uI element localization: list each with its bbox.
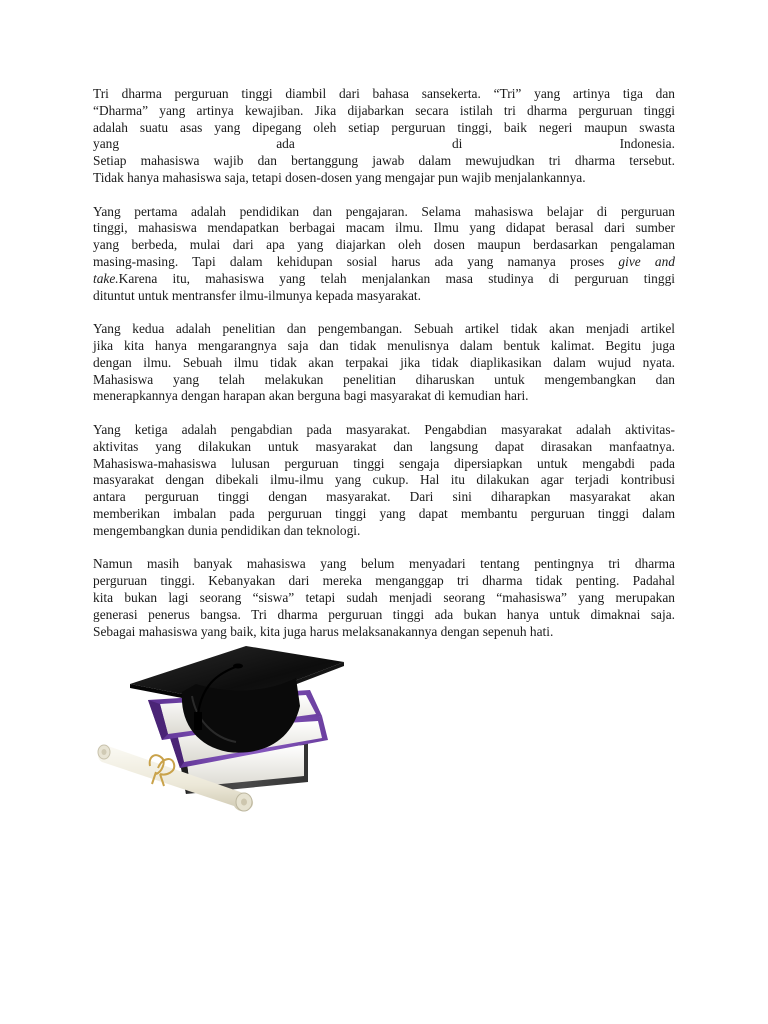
text-line: aktivitas yang dilakukan untuk masyarakat dan langsung dapat dirasakan manfaatnya.: [93, 438, 675, 454]
spread-line: [93, 136, 675, 153]
italic-phrase: take.: [93, 270, 119, 286]
text-line: Yang ketiga adalah pengabdian pada masyarakat. Pengabdian masyarakat adalah aktivitas-: [93, 421, 675, 437]
text-line: dengan ilmu. Sebuah ilmu tidak akan terpakai jika tidak diaplikasikan dalam wujud nyata.: [93, 354, 675, 370]
paragraph-pengabdian: [93, 422, 675, 540]
paragraph-penutup: [93, 556, 675, 640]
text-line: Mahasiswa yang telah melakukan penelitian diharuskan untuk mengembangkan dan: [93, 371, 675, 387]
paragraph-penelitian: [93, 321, 675, 405]
text-line: Tri dharma perguruan tinggi diambil dari bahasa sansekerta. “Tri” yang artinya tiga dan: [93, 86, 675, 101]
italic-phrase: give and: [618, 253, 675, 269]
text-line: Namun masih banyak mahasiswa yang belum menyadari tentang pentingnya tri dharma: [93, 556, 675, 572]
text-line: masyarakat dengan dibekali ilmu-ilmu yang cukup. Hal itu dilakukan agar terjadi kontribusi: [93, 472, 675, 488]
document-body: [93, 86, 675, 657]
text-line: [93, 254, 675, 271]
text-run: masing-masing. Tapi dalam kehidupan sosial harus ada yang namanya proses: [93, 253, 619, 269]
text-line: Sebagai mahasiswa yang baik, kita juga harus melaksanakannya dengan sepenuh hati.: [93, 623, 554, 639]
graduation-cap-books-diploma-icon: [96, 644, 348, 822]
text-line: jika kita hanya mengarangnya saja dan tidak menulisnya dalam bentuk kalimat. Begitu juga: [93, 337, 675, 353]
text-line: Mahasiswa-mahasiswa lulusan perguruan tinggi sengaja dipersiapkan untuk mengabdi pada: [93, 455, 675, 471]
text-line: tinggi, mahasiswa mendapatkan berbagai macam ilmu. Ilmu yang didapat berasal dari sumber: [93, 220, 675, 236]
text-line: yang berbeda, mulai dari apa yang diajarkan oleh dosen maupun berdasarkan pengalaman: [93, 237, 675, 253]
text-line: “Dharma” yang artinya kewajiban. Jika dijabarkan secara istilah tri dharma perguruan tinggi: [93, 102, 675, 118]
text-line: Yang pertama adalah pendidikan dan pengajaran. Selama mahasiswa belajar di perguruan: [93, 203, 675, 219]
spread-word: Indonesia.: [619, 136, 675, 152]
paragraph-intro: [93, 86, 675, 187]
text-line: Tidak hanya mahasiswa saja, tetapi dosen-dosen yang mengajar pun wajib menjalankannya.: [93, 169, 586, 185]
text-line: Setiap mahasiswa wajib dan bertanggung jawab dalam mewujudkan tri dharma tersebut.: [93, 153, 675, 169]
text-line: perguruan tinggi. Kebanyakan dari mereka menganggap tri dharma tidak penting. Padahal: [93, 573, 675, 589]
text-line: adalah suatu asas yang dipegang oleh setiap perguruan tinggi, baik negeri maupun swasta: [93, 119, 675, 135]
spread-word: ada: [276, 136, 295, 152]
text-line: memberikan imbalan pada perguruan tinggi yang dapat membantu perguruan tinggi dalam: [93, 505, 675, 521]
text-line: menerapkannya dengan harapan akan berguna bagi masyarakat di kemudian hari.: [93, 388, 529, 404]
text-run: Karena itu, mahasiswa yang telah menjalankan masa studinya di perguruan tinggi: [118, 270, 675, 286]
text-line: kita bukan lagi seorang “siswa” tetapi sudah menjadi seorang “mahasiswa” yang merupakan: [93, 589, 675, 605]
text-line: antara perguruan tinggi dengan masyarakat. Dari sini diharapkan masyarakat akan: [93, 489, 675, 505]
text-line: Yang kedua adalah penelitian dan pengembangan. Sebuah artikel tidak akan menjadi artikel: [93, 321, 675, 337]
text-line: generasi penerus bangsa. Tri dharma perguruan tinggi ada bukan hanya untuk dimaknai saja.: [93, 606, 675, 622]
text-line: dituntut untuk mentransfer ilmu-ilmunya kepada masyarakat.: [93, 287, 421, 303]
paragraph-pendidikan: [93, 204, 675, 305]
spread-word: di: [451, 136, 463, 152]
text-line: mengembangkan dunia pendidikan dan teknologi.: [93, 522, 361, 538]
text-line: [93, 271, 675, 288]
spread-word: yang: [93, 136, 120, 152]
